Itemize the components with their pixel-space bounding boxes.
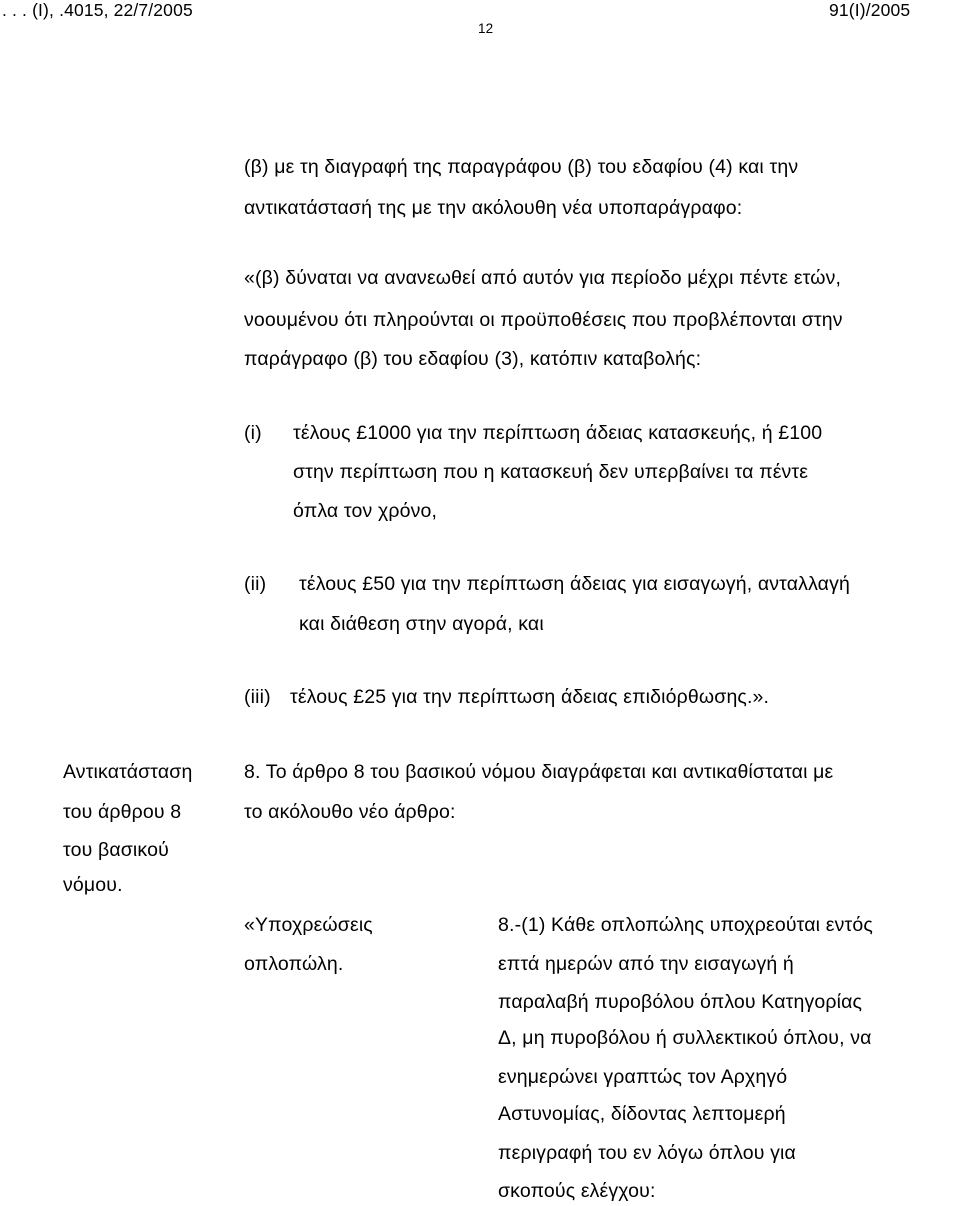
margin-note-line-2: του άρθρου 8 [63,801,182,823]
item-i-line-1: τέλους £1000 για την περίπτωση άδειας κατασκευής, ή £100 [293,422,823,444]
article-text-line-6: Αστυνομίας, δίδοντας λεπτομερή [498,1103,786,1125]
article-text-line-8: σκοπούς ελέγχου: [498,1180,656,1202]
margin-note-line-4: νόμου. [63,874,123,896]
article-text-line-7: περιγραφή του εν λόγω όπλου για [498,1142,796,1164]
article-text-line-2: επτά ημερών από την εισαγωγή ή [498,953,794,975]
quote-b-line-1: «(β) δύναται να ανανεωθεί από αυτόν για περίοδο μέχρι πέντε ετών, [244,267,842,289]
article-heading-line-1: «Υποχρεώσεις [244,914,373,936]
header-law-number: 91(Ι)/2005 [829,0,911,20]
quote-b-line-3: παράγραφο (β) του εδαφίου (3), κατόπιν καταβολής: [244,348,702,370]
section8-intro-line-2: το ακόλουθο νέο άρθρο: [244,801,456,823]
item-i-line-2: στην περίπτωση που η κατασκευή δεν υπερβαίνει τα πέντε [293,461,809,483]
item-ii-marker: (ii) [244,573,267,595]
margin-note-line-3: του βασικού [63,839,169,861]
section8-intro-line-1: 8. Το άρθρο 8 του βασικού νόμου διαγράφεται και αντικαθίσταται με [244,761,834,783]
article-text-line-5: ενημερώνει γραπτώς τον Αρχηγό [498,1066,788,1088]
item-i-line-3: όπλα τον χρόνο, [293,500,438,522]
item-iii-marker: (iii) [244,686,271,708]
item-ii-line-2: και διάθεση στην αγορά, και [299,613,544,635]
item-ii-line-1: τέλους £50 για την περίπτωση άδειας για εισαγωγή, ανταλλαγή [299,573,850,595]
quote-b-line-2: νοουμένου ότι πληρούνται οι προϋποθέσεις που προβλέπονται στην [244,309,843,331]
item-i-marker: (i) [244,422,262,444]
article-heading-line-2: οπλοπώλη. [244,953,344,975]
margin-note-line-1: Αντικατάσταση [63,761,193,783]
para-b-line-1: (β) με τη διαγραφή της παραγράφου (β) του εδαφίου (4) και την [244,156,799,178]
header-reference: . . . (Ι), .4015, 22/7/2005 [2,0,193,20]
article-text-line-3: παραλαβή πυροβόλου όπλου Κατηγορίας [498,991,863,1013]
item-iii-line-1: τέλους £25 για την περίπτωση άδειας επιδιόρθωσης.». [290,686,770,708]
para-b-line-2: αντικατάστασή της με την ακόλουθη νέα υποπαράγραφο: [244,197,743,219]
article-text-line-1: 8.-(1) Κάθε οπλοπώλης υποχρεούται εντός [498,914,873,936]
page-number: 12 [478,21,494,36]
article-text-line-4: Δ, μη πυροβόλου ή συλλεκτικού όπλου, να [498,1027,872,1049]
